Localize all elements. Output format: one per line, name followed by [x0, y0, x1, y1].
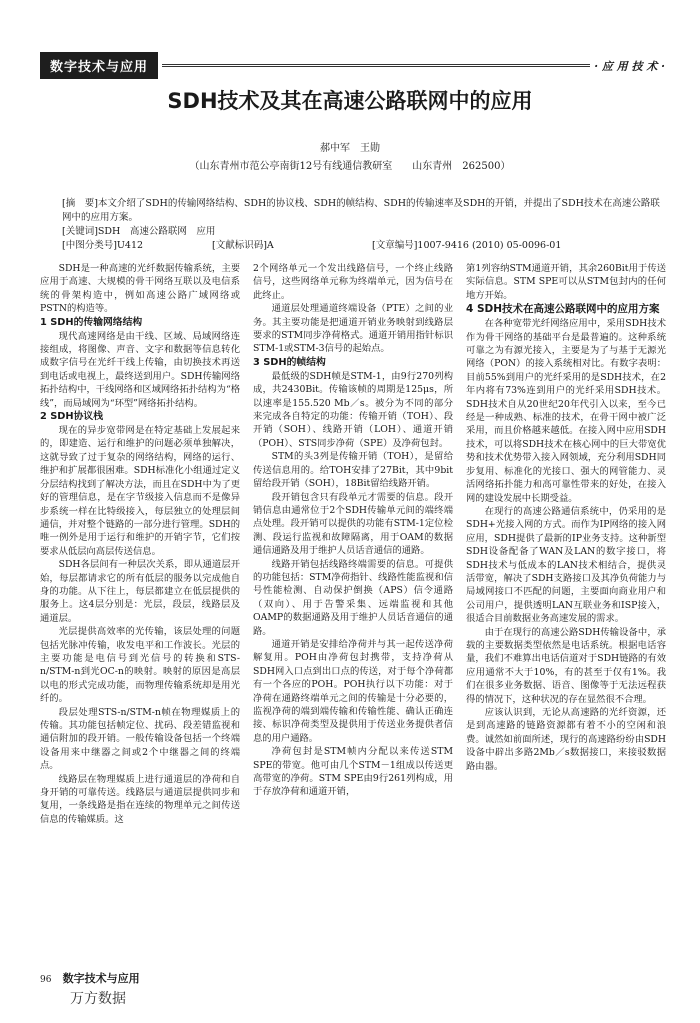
paragraph: 在现行的高速公路通信系统中，仍采用的是SDH+光接入网的方式。而作为IP网络的接入网应用，SDH提供了最新的IP业务支持。这种新型SDH设备配备了WAN及LAN的数字接口，将SDH技术与低成本的LAN技术相结合，提供灵活带宽，解决了SDH支路接口及其净负荷能力与局域网接口不匹配的问题，主要面向商业用户和公司用户，提供透明LAN互联业务和ISP接入，很适合目前数据业务高速发展的需求。 [466, 505, 666, 625]
body-columns [40, 262, 666, 962]
section-heading: 3 SDH的帧结构 [253, 356, 326, 368]
keywords-text: SDH 高速公路联网 应用 [97, 226, 216, 237]
paragraph: 段开销包含只有段单元才需要的信息。段开销信息由通常位于2个SDH传输单元间的端终端点处理。段开销可以提供的功能有STM-1定位检测、段运行监视和故障隔离，用于OAM的数据通信通路及用于维护人员话音通信的通路。 [253, 491, 453, 557]
paper-title: SDH技术及其在高速公路联网中的应用 [167, 89, 533, 113]
paragraph: 光层提供高效率的光传输，该层处理的问题包括光脉冲传输，收发电平和工作波长。光层的主要功能是电信号到光信号的转换和STS-n/STM-n到光OC-n的映射。映射的原因是高层以电的形式完成功能，而物理传输系统却是用光纤的。 [40, 626, 240, 705]
keywords [62, 225, 662, 239]
column-3 [466, 262, 666, 962]
paragraph: 现在的异步宽带网是在特定基础上发展起来的，即建造、运行和维护的问题必须单独解决，这就导致了过于复杂的网络结构，网络的运行、维护和扩展都很困难。SDH标准化小组通过定义分层结构找到了解决方法，而且在SDH中为了更好的管理信息，是在字节级接入信息而不是像异步系统一样在比特级接入，每层独立的处理层间通信，并对整个链路的一部分进行管理。SDH的唯一例外是用于运行和维护的开销字节，它们按要求从低层向高层传送信息。 [40, 425, 240, 557]
classification-row [62, 239, 662, 253]
article-number: [文章编号]1007-9416 (2010) 05-0096-01 [372, 240, 562, 251]
paragraph: 应该认识到，无论从高速路的光纤资源，还是到高速路的链路资源都有着不小的空闲和浪费。诚然如前面所述，现行的高速路纷纷由SDH设备中辟出多路2Mb／s数据接口，来接驳数据路由器。 [466, 707, 666, 772]
paragraph: 最低级的SDH帧是STM-1，由9行270列构成，共2430Bit。传输该帧的周期是125μs，所以速率是155.520 Mb／s。被分为不同的部分来完成各自特定的功能：传输开销（TOH）、段开销（SOH）、线路开销（LOH）、通道开销（POH）、STS同步净荷（SPE）及净荷包封。 [253, 370, 453, 449]
column-1 [40, 262, 240, 962]
section-tag: · 应 用 技 术 · [594, 59, 665, 73]
paragraph: SDH是一种高速的光纤数据传输系统，主要应用于高速、大规模的骨干网络互联以及电信系统的骨架构造中，例如高速公路广域网络或PSTN的构造等。 [40, 263, 240, 315]
section-heading: 4 SDH技术在高速公路联网中的应用方案 [466, 303, 660, 316]
doc-code: [文献标识码]A [212, 240, 274, 251]
paragraph: 现代高速网络是由干线、区域、局域网络连接组成，将图像、声音、文字和数据等信息转化成数字信号在光纤干线上传输，由切换技术再送到电话或电视上，最终送到用户。SDH传输网络拓扑结构中，干线网络和区域网络拓扑结构为“格线”，而局域网为“环型”网络拓扑结构。 [40, 330, 240, 409]
article-meta [62, 197, 662, 253]
paragraph: 段层处理STS-n/STM-n帧在物理媒质上的传输。其功能包括帧定位、扰码、段差错监视和通信附加的段开销。一般传输设备包括一个终端设备用来中继器之间或2个中继器之间的终端点。 [40, 706, 240, 772]
paragraph: 在各种宽带光纤网络应用中，采用SDH技术作为骨干网络的基础平台是最普遍的。这种系统可靠之为有源光接入，主要是为了与基于无源光网络（PON）的接入系统相对比。有数字表明：目前55%到用户的光纤采用的是SDH技术，在2年内将有73%连到用户的光纤采用SDH技术。SDH技术自从20世纪20年代引入以来，至今已经是一种成熟、标准的技术，在骨干网中被广泛采用，而且价格越来越低。在接入网中应用SDH技术，可以将SDH技术在核心网中的巨大带宽优势和技术优势带入接入网领域，充分利用SDH同步复用、标准化的光接口、强大的网管能力、灵活网络拓扑能力和高可靠性带来的好处，在接入网的建设发展中长期受益。 [466, 318, 666, 504]
clc-number: [中图分类号]U412 [62, 240, 144, 251]
section-heading: 1 SDH的传输网络结构 [40, 316, 143, 328]
paragraph: STM的头3列是传输开销（TOH），是留给传送信息用的。给TOH安排了27Bit，其中9bit留给段开销（SOH），18Bit留给线路开销。 [253, 451, 453, 490]
authors: 郝中军 王勋 [320, 143, 380, 154]
paragraph: 线路层在物理媒质上进行通道层的净荷和自身开销的可靠传送。线路层与通道层提供同步和复用，一条线路是指在连续的物理单元之间传送信息的传输媒质。这 [40, 773, 240, 825]
affiliation: （山东青州市范公亭南街12号有线通信教研室 山东青州 262500） [189, 161, 511, 172]
page-number: 96 [40, 975, 52, 985]
paragraph: 通道层处理通道终端设备（PTE）之间的业务。其主要功能是把通道开销业务映射到线路层要求的STM同步净荷格式。通道开销用指针标识STM-1或STM-3信号的起始点。 [253, 303, 453, 355]
database-watermark: 万方数据 [70, 991, 126, 1007]
paragraph: 净荷包封是STM帧内分配以来传送STM SPE的带宽。他可由几个STM－1组成以传送更高带宽的净荷。STM SPE由9行261列构成，用于存放净荷和通道开销， [253, 746, 453, 798]
paragraph: SDH各层间有一种层次关系，即从通道层开始，每层都请求它的所有低层的服务以完成他自身的功能。从下往上，每层都建立在低层提供的服务上。这4层分别是：光层，段层，线路层及通道层。 [40, 559, 240, 624]
section-heading: 2 SDH协议栈 [40, 411, 104, 423]
header-rule [162, 64, 590, 67]
footer-journal: 数字技术与应用 [62, 972, 140, 985]
abstract-text: 本文介绍了SDH的传输网络结构、SDH的协议栈、SDH的帧结构、SDH的传输速率及SDH的开销，并提出了SDH技术在高速公路联网中的应用方案。 [62, 198, 660, 223]
page-footer [40, 970, 140, 1008]
paragraph: 2个网络单元一个发出线路信号，一个终止线路信号，这些网络单元称为终端单元，因为信号在此终止。 [253, 263, 453, 301]
column-2 [253, 262, 453, 962]
journal-header [40, 52, 665, 79]
abstract-label: [摘 要] [62, 198, 98, 209]
paragraph: 由于在现行的高速公路SDH传输设备中，承载的主要数据类型依然是电话系统。根据电话容量，我们不难算出电话信道对于SDH链路的有效应用通常不大于10%，有的甚至于仅有1%。我们在很多业务数据、语音、图像等于无法远程获得的情况下，这种状况的存在显然很不合理。 [466, 626, 666, 705]
abstract [62, 197, 662, 225]
journal-tag: 数字技术与应用 [40, 52, 158, 79]
paragraph: 通道开销是安排给净荷并与其一起传送净荷解复用。POH由净荷包封携带，支持净荷从SDH网入口点到出口点的传送，对于每个净荷都有一个各应的POH。POH执行以下功能：对于净荷在通路终端单元之间的传输是十分必要的，监视净荷的端到端传输和传输性能、确认正确连接、标识净荷类型及提供用于传送业务提供者信息的用户通路。 [253, 638, 453, 744]
paragraph: 第1列容纳STM通道开销，其余260Bit用于传送实际信息。STM SPE可以从STM包封内的任何地方开始。 [466, 263, 666, 301]
paragraph: 线路开销包括线路终端需要的信息。可提供的功能包括：STM净荷指针、线路性能监视和信号性能检测、自动保护倒换（APS）信令通路（双向）、用于告警采集、远端监视和其他OAMP的数据通路及用于维护人员话音通信的通路。 [253, 558, 453, 637]
keywords-label: [关键词] [62, 226, 98, 237]
